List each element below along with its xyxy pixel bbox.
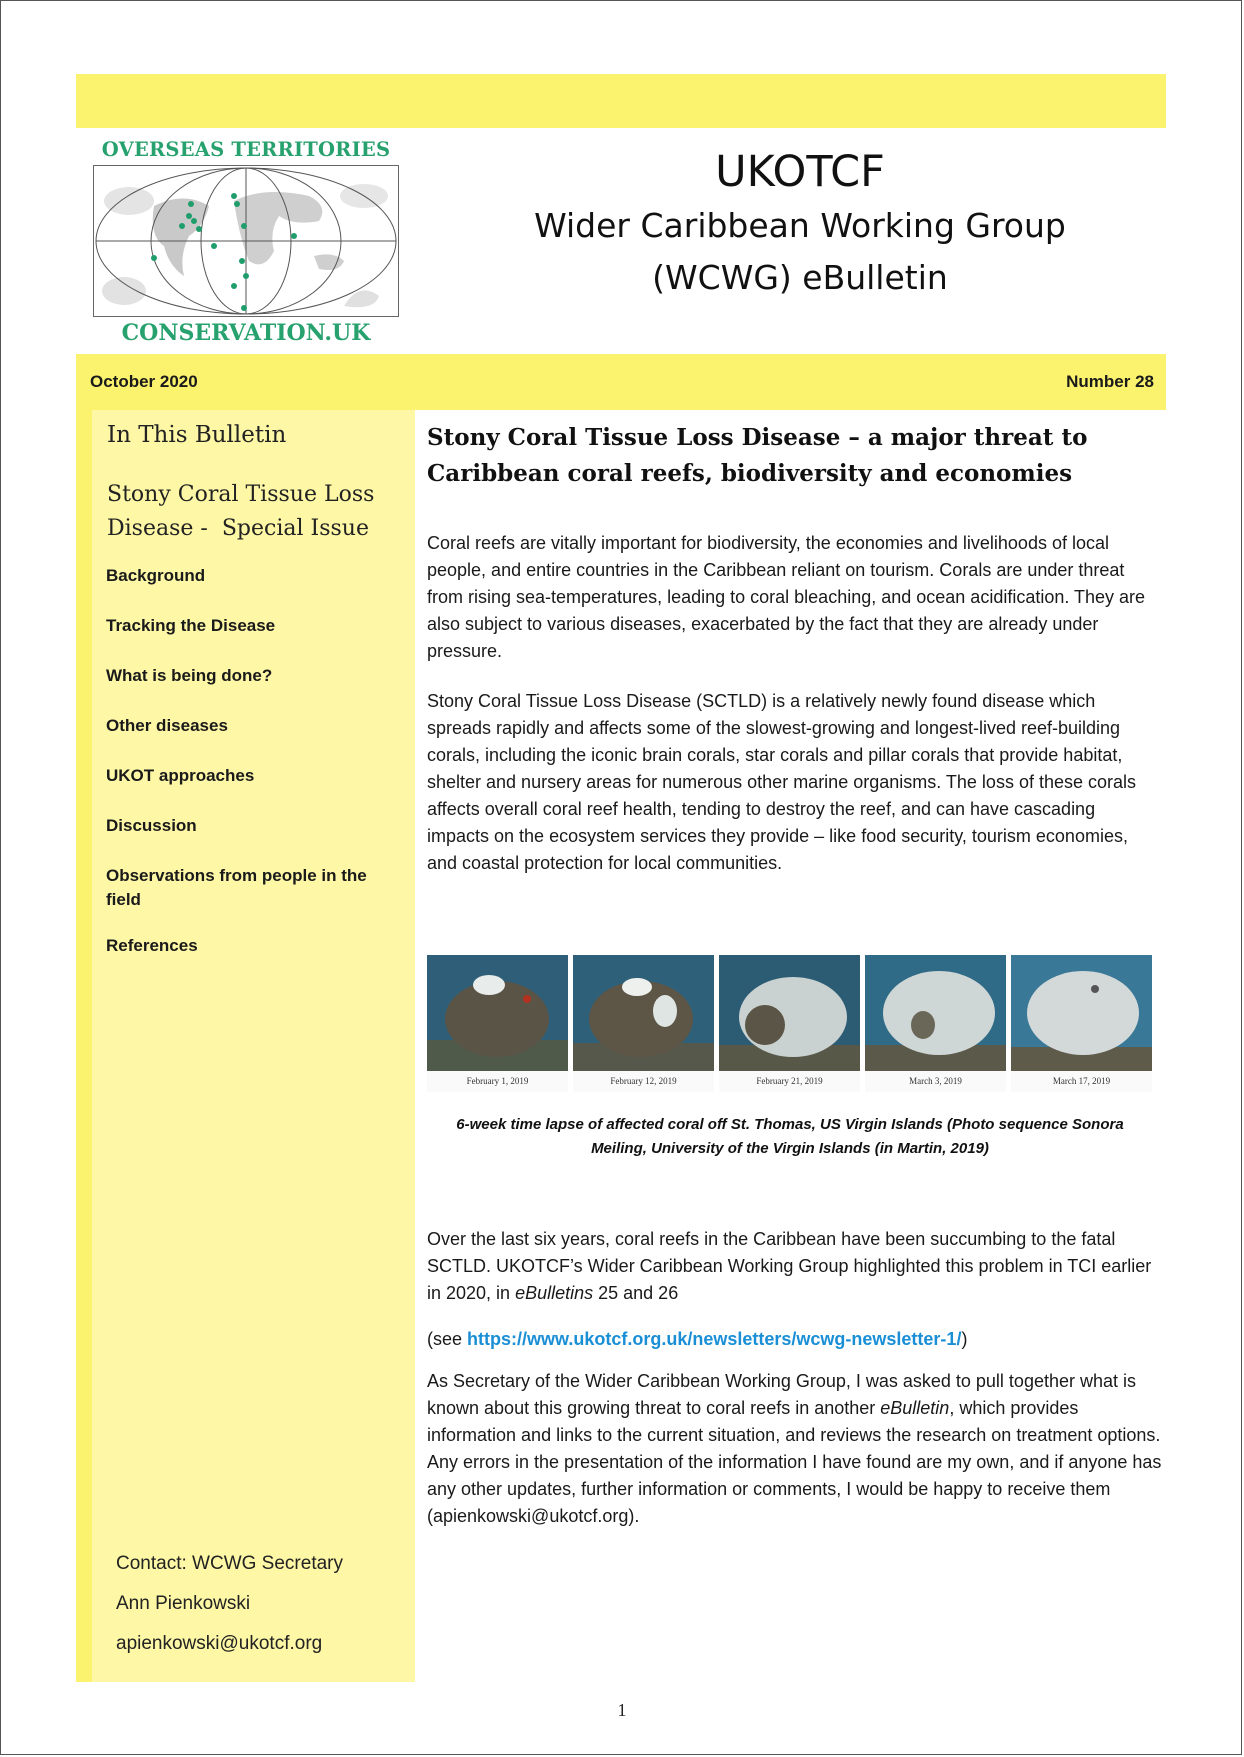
special-line1: Stony Coral Tissue Loss: [107, 482, 375, 507]
org-title: UKOTCF: [715, 147, 885, 197]
toc-item-observations[interactable]: Observations from people in the field: [106, 866, 367, 909]
toc-item-ukot-approaches[interactable]: UKOT approaches: [106, 766, 255, 785]
article-paragraph-1: Coral reefs are vitally important for biodiversity, the economies and livelihoods of local people, and entire countries in the Caribbean reliant on tourism. Corals are under threat from rising sea-temperatures, leading to coral bleaching, and ocean acidification. They are also subject to various diseases, exacerbated by the fact that they are already under pressure.: [427, 533, 1146, 661]
issue-number: Number 28: [1066, 372, 1154, 391]
toc-item-references[interactable]: References: [106, 936, 198, 955]
para5-text-b: , which provides information and links to the current situation, and reviews the research on treatment options. Any errors in the presentation of the information I have found are my own, and if anyone has any other updates, further information or comments, I would be happy to receive them (apienkowski@ukotcf.org).: [427, 1398, 1162, 1526]
toc-item-other-diseases[interactable]: Other diseases: [106, 716, 228, 735]
photo-caption: 6-week time lapse of affected coral off St. Thomas, US Virgin Islands (Photo sequence Sonora Meiling, University of the Virgin Islands (in Martin, 2019): [456, 1116, 1124, 1157]
coral-photo: [865, 955, 1006, 1092]
world-map-icon: [93, 165, 399, 317]
subtitle-line2: (WCWG) eBulletin: [652, 258, 948, 297]
contact-block: [116, 1544, 406, 1664]
table-of-contents: [106, 564, 406, 984]
para3-emphasis: eBulletins: [515, 1283, 594, 1303]
para3-text-a: Over the last six years, coral reefs in the Caribbean have been succumbing to the fatal SCTLD. UKOTCF’s Wider Caribbean Working Group highlighted this problem in TCI earlier in 2020, in: [427, 1229, 1152, 1303]
newsletter-link[interactable]: https://www.ukotcf.org.uk/newsletters/wcwg-newsletter-1/: [467, 1329, 962, 1349]
issue-band: [76, 354, 1166, 410]
header-band: [76, 74, 1166, 128]
page-number: 1: [617, 1700, 627, 1720]
para5-emphasis: eBulletin: [880, 1398, 950, 1418]
special-issue-label: [107, 478, 407, 546]
toc-item-what-is-being-done[interactable]: What is being done?: [106, 666, 273, 685]
photo-date: February 1, 2019: [427, 1071, 568, 1092]
bulletin-title: [440, 140, 1160, 304]
toc-item-tracking[interactable]: Tracking the Disease: [106, 616, 276, 635]
ukotcf-logo[interactable]: [90, 138, 402, 348]
toc-item-background[interactable]: Background: [106, 566, 206, 585]
para4-suffix: ): [961, 1329, 968, 1349]
article-paragraph-3: [427, 1226, 1162, 1307]
article-paragraph-2: Stony Coral Tissue Loss Disease (SCTLD) is a relatively newly found disease which spreads rapidly and affects some of the slowest-growing and longest-lived reef-building corals, including the iconic brain corals, star corals and pillar corals that provide habitat, shelter and nursery areas for numerous other marine organisms. The loss of these corals affects overall coral reef health, tending to destroy the reef, and can have cascading impacts on the ecosystem services they provide – like food security, tourism economies, and coastal protection for local communities.: [427, 691, 1137, 873]
article-title: Stony Coral Tissue Loss Disease – a major threat to Caribbean coral reefs, biodiversity and economies: [427, 424, 1088, 487]
coral-photo: [573, 955, 714, 1092]
article-paragraph-4: [427, 1326, 1162, 1353]
logo-bottom-text: CONSERVATION.UK: [121, 320, 371, 346]
coral-photo: [427, 955, 568, 1092]
contact-label: Contact: WCWG Secretary: [116, 1553, 343, 1574]
photo-date: February 21, 2019: [719, 1071, 860, 1092]
subtitle-line1: Wider Caribbean Working Group: [534, 206, 1066, 245]
sidebar-heading: In This Bulletin: [107, 422, 287, 448]
para3-text-b: 25 and 26: [593, 1283, 679, 1303]
photo-date: March 3, 2019: [865, 1071, 1006, 1092]
coral-photo: [1011, 955, 1152, 1092]
special-line2: Disease - Special Issue: [107, 516, 369, 541]
toc-item-discussion[interactable]: Discussion: [106, 816, 197, 835]
coral-photo-sequence: [427, 955, 1152, 1092]
logo-top-text: OVERSEAS TERRITORIES: [101, 138, 391, 161]
contact-name: Ann Pienkowski: [116, 1593, 251, 1614]
article-paragraph-5: [427, 1368, 1162, 1530]
photo-date: February 12, 2019: [573, 1071, 714, 1092]
issue-date: October 2020: [90, 372, 198, 391]
contact-email[interactable]: apienkowski@ukotcf.org: [116, 1633, 323, 1654]
coral-photo: [719, 955, 860, 1092]
para4-prefix: (see: [427, 1329, 468, 1349]
photo-date: March 17, 2019: [1011, 1071, 1152, 1092]
article: [427, 420, 1153, 492]
para5-text-a: As Secretary of the Wider Caribbean Working Group, I was asked to pull together what is known about this growing threat to coral reefs in another: [427, 1371, 1137, 1418]
sidebar-edge: [76, 410, 92, 1682]
